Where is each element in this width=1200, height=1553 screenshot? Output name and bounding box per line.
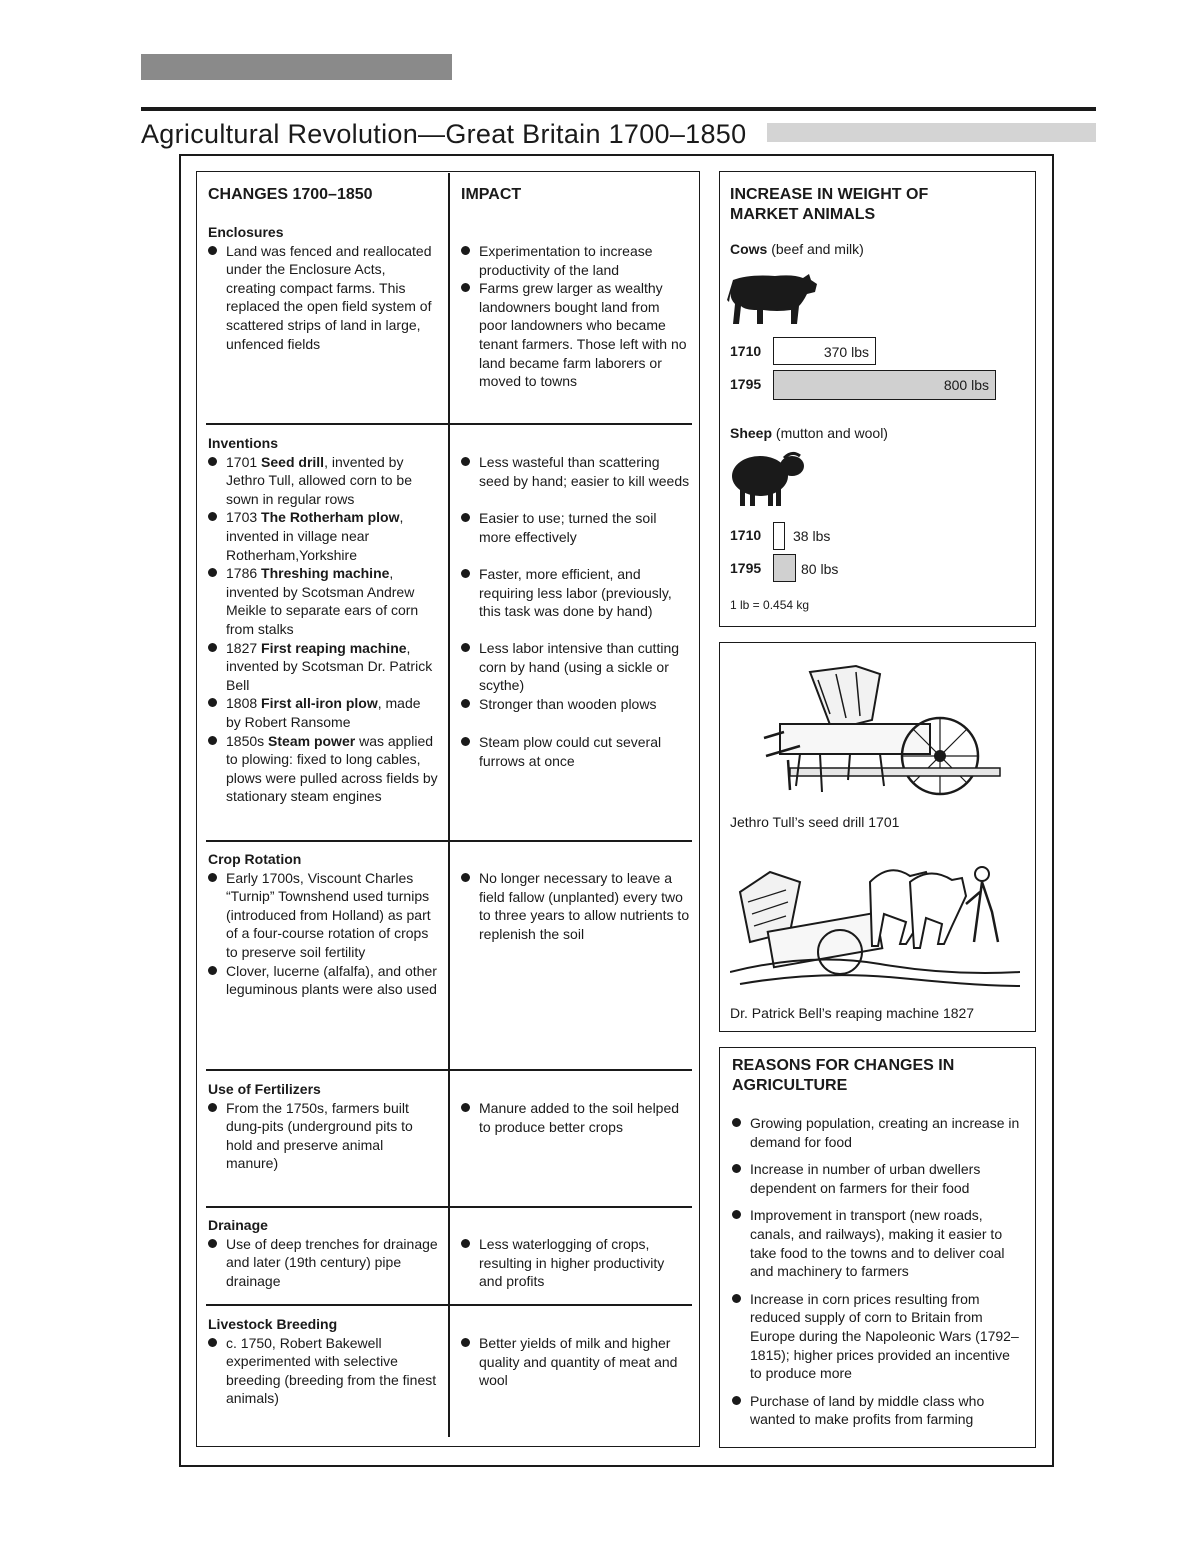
- header-rule: [141, 107, 1096, 111]
- list-item: Early 1700s, Viscount Charles “Turnip” Townshend used turnips (introduced from Holland) as part of a four-course rotation of crops to preserve soil fertility: [208, 869, 438, 962]
- sheep-1710-value: 38 lbs: [793, 528, 831, 544]
- sheep-1710-bar: [773, 522, 785, 550]
- section-title: Livestock Breeding: [208, 1316, 338, 1332]
- row-divider: [206, 1304, 692, 1306]
- row-divider: [206, 423, 692, 425]
- sheep-icon: [730, 450, 806, 513]
- list-item: Clover, lucerne (alfalfa), and other leguminous plants were also used: [208, 962, 438, 999]
- row-divider: [206, 840, 692, 842]
- table-column-divider: [448, 173, 450, 1437]
- list-item: Faster, more efficient, and requiring less labor (previously, this task was done by hand): [461, 565, 691, 621]
- section-title: Enclosures: [208, 224, 284, 240]
- reason-item: Increase in corn prices resulting from reduced supply of corn to Britain from Europe during the Napoleonic Wars (1792–1815); higher prices provided an incentive to produce more: [732, 1290, 1022, 1383]
- col-header-impact: IMPACT: [461, 186, 522, 203]
- row-divider: [206, 1069, 692, 1071]
- section-title: Crop Rotation: [208, 851, 302, 867]
- changes-cell-drainage: [208, 1216, 438, 1290]
- list-item: 1850s Steam power was applied to plowing: fixed to long cables, plows were pulled across fields by stationary steam engines: [208, 732, 438, 806]
- list-item: Less labor intensive than cutting corn by hand (using a sickle or scythe): [461, 639, 691, 695]
- section-title: Inventions: [208, 435, 279, 451]
- changes-cell-livestock: [208, 1315, 438, 1408]
- reaping-machine-caption: Dr. Patrick Bell’s reaping machine 1827: [730, 1005, 975, 1021]
- impact-cell-fertilizers: [461, 1099, 691, 1136]
- list-item: 1786 Threshing machine, invented by Scotsman Andrew Meikle to separate ears of corn from stalks: [208, 564, 438, 638]
- reason-item: Increase in number of urban dwellers dependent on farmers for their food: [732, 1160, 1022, 1197]
- impact-cell-drainage: [461, 1235, 691, 1291]
- impact-cell-enclosures: [461, 242, 691, 391]
- list-item: Land was fenced and reallocated under the Enclosure Acts, creating compact farms. This replaced the open field system of scattered strips of land in large, unfenced fields: [208, 242, 438, 354]
- reason-item: Purchase of land by middle class who wanted to make profits from farming: [732, 1392, 1022, 1429]
- row-divider: [206, 1206, 692, 1208]
- list-item: Experimentation to increase productivity of the land: [461, 242, 691, 279]
- list-item: 1808 First all-iron plow, made by Robert Ransome: [208, 694, 438, 731]
- title-gray-bar: [767, 123, 1096, 142]
- cow-1710-bar: [773, 337, 876, 365]
- changes-cell-fertilizers: [208, 1080, 438, 1173]
- page-title: Agricultural Revolution—Great Britain 1700–1850: [141, 119, 747, 149]
- cow-icon: [727, 272, 819, 333]
- weight-box-header: INCREASE IN WEIGHT OF MARKET ANIMALS: [730, 186, 929, 223]
- list-item: Manure added to the soil helped to produce better crops: [461, 1099, 691, 1136]
- cow-1710-year: 1710: [730, 343, 762, 359]
- list-item: 1701 Seed drill, invented by Jethro Tull, allowed corn to be sown in regular rows: [208, 453, 438, 509]
- list-item: From the 1750s, farmers built dung-pits (underground pits to hold and preserve animal manure): [208, 1099, 438, 1173]
- impact-cell-crop-rotation: [461, 869, 691, 943]
- list-item: Use of deep trenches for drainage and later (19th century) pipe drainage: [208, 1235, 438, 1291]
- reason-item: Improvement in transport (new roads, canals, and railways), making it easier to take food to the towns and to deliver coal and machinery to farmers: [732, 1206, 1022, 1280]
- sheep-1795-value: 80 lbs: [801, 561, 839, 577]
- sheep-label: Sheep (mutton and wool): [730, 425, 888, 441]
- section-title: Drainage: [208, 1217, 268, 1233]
- cows-label: Cows (beef and milk): [730, 241, 864, 257]
- cow-1795-bar: [773, 370, 996, 400]
- header-gray-bar: [141, 54, 452, 80]
- list-item: Less wasteful than scattering seed by hand; easier to kill weeds: [461, 453, 691, 490]
- sheep-1710-year: 1710: [730, 527, 762, 543]
- seed-drill-illustration: [760, 660, 1004, 807]
- seed-drill-caption: Jethro Tull’s seed drill 1701: [730, 814, 900, 830]
- reason-item: Growing population, creating an increase in demand for food: [732, 1114, 1022, 1151]
- list-item: Stronger than wooden plows: [461, 695, 691, 714]
- changes-cell-inventions: [208, 434, 438, 806]
- reasons-list: [732, 1114, 1022, 1438]
- list-item: c. 1750, Robert Bakewell experimented with selective breeding (breeding from the finest animals): [208, 1334, 438, 1408]
- changes-cell-enclosures: [208, 223, 438, 353]
- cow-1795-value: 800 lbs: [943, 377, 989, 393]
- list-item: No longer necessary to leave a field fallow (unplanted) every two to three years to allow nutrients to replenish the soil: [461, 869, 691, 943]
- list-item: Farms grew larger as wealthy landowners bought land from poor landowners who became tenant farmers. Those left with no land became farm laborers or moved to towns: [461, 279, 691, 391]
- list-item: 1703 The Rotherham plow, invented in village near Rotherham,Yorkshire: [208, 508, 438, 564]
- changes-cell-crop-rotation: [208, 850, 438, 999]
- cow-1710-value: 370 lbs: [823, 344, 869, 360]
- sheep-1795-bar: [773, 554, 796, 582]
- sheep-1795-year: 1795: [730, 560, 762, 576]
- list-item: Less waterlogging of crops, resulting in higher productivity and profits: [461, 1235, 691, 1291]
- list-item: Better yields of milk and higher quality and quantity of meat and wool: [461, 1334, 691, 1390]
- cow-1795-year: 1795: [730, 376, 762, 392]
- list-item: Steam plow could cut several furrows at once: [461, 733, 691, 770]
- col-header-changes: CHANGES 1700–1850: [208, 186, 373, 203]
- list-item: Easier to use; turned the soil more effectively: [461, 509, 691, 546]
- impact-cell-livestock: [461, 1334, 691, 1390]
- reasons-header: REASONS FOR CHANGES IN AGRICULTURE: [732, 1057, 955, 1094]
- list-item: 1827 First reaping machine, invented by Scotsman Dr. Patrick Bell: [208, 639, 438, 695]
- reaping-machine-illustration: [730, 852, 1020, 997]
- conversion-note: 1 lb = 0.454 kg: [730, 598, 810, 612]
- section-title: Use of Fertilizers: [208, 1081, 321, 1097]
